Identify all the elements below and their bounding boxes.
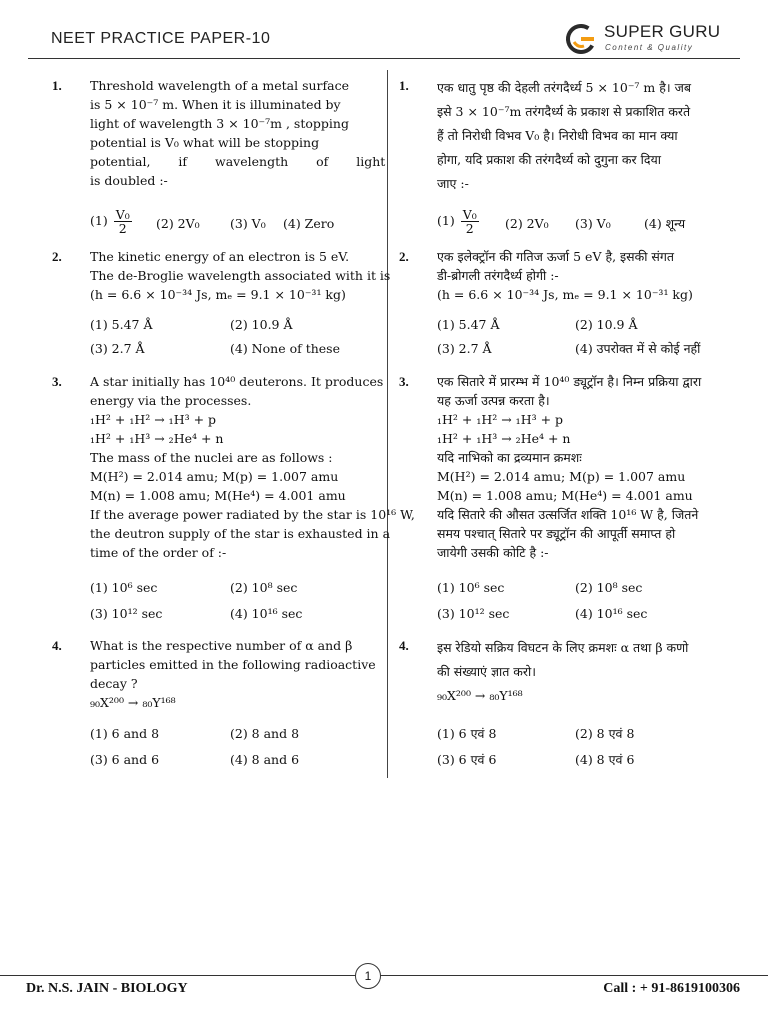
text-line: potential, if wavelength of light: [90, 154, 386, 169]
question-number: 2.: [52, 249, 62, 264]
text-line: potential is V₀ what will be stopping: [90, 135, 320, 150]
text-line: (h = 6.6 × 10⁻³⁴ Js, mₑ = 9.1 × 10⁻³¹ kg): [90, 287, 346, 302]
fraction: [114, 208, 132, 235]
page-number: 1: [355, 963, 381, 989]
fraction: [461, 208, 479, 235]
text-line: समय पश्चात् सितारे पर ड्यूट्रॉन की आपूर्ती समाप्त हो: [437, 526, 676, 541]
option-4: (4) शून्य: [644, 216, 686, 231]
page-title: NEET PRACTICE PAPER-10: [51, 30, 271, 47]
question-text: [90, 76, 386, 190]
option-2: (2) 10⁸ sec: [575, 580, 643, 595]
text-line: energy via the processes.: [90, 393, 252, 408]
text-line: M(H²) = 2.014 amu; M(p) = 1.007 amu: [90, 469, 339, 484]
text-line: The de-Broglie wavelength associated with it is: [90, 268, 391, 283]
text-line: इस रेडियो सक्रिय विघटन के लिए क्रमशः α तथा β कणो: [437, 640, 689, 655]
equation-line: ₉₀X²⁰⁰ → ₈₀Y¹⁶⁸: [90, 695, 176, 710]
fraction-denominator: 2: [465, 221, 474, 236]
question-text: [437, 636, 727, 708]
equation-line: ₁H² + ₁H³ → ₂He⁴ + n: [437, 431, 571, 446]
option-2: (2) 10⁸ sec: [230, 580, 298, 595]
question-number: 3.: [52, 374, 62, 389]
footer-contact: Call : + 91-8619100306: [603, 981, 740, 996]
footer-rule: [0, 975, 768, 976]
text-line: M(n) = 1.008 amu; M(He⁴) = 4.001 amu: [437, 488, 693, 503]
option-3: (3) 2.7 Å: [90, 341, 145, 356]
question-number: 4.: [399, 638, 409, 653]
option-1: (1) 5.47 Å: [437, 317, 500, 332]
option-1: (1) 6 and 8: [90, 726, 160, 741]
text-line: the deutron supply of the star is exhausted in a: [90, 526, 391, 541]
option-4: (4) 8 एवं 6: [575, 752, 635, 767]
sg-logo-icon: [564, 22, 598, 56]
option-1: (1) 10⁶ sec: [90, 580, 158, 595]
text-line: यदि सितारे की औसत उत्सर्जित शक्ति 10¹⁶ W है, जितने: [437, 507, 699, 522]
text-line: एक धातु पृष्ठ की देहली तरंगदैर्ध्य 5 × 10⁻⁷ m है। जब: [437, 80, 692, 95]
text-line: M(H²) = 2.014 amu; M(p) = 1.007 amu: [437, 469, 686, 484]
option-2: (2) 2V₀: [505, 216, 549, 231]
text-line: What is the respective number of α and β: [90, 638, 353, 653]
question-number: 1.: [52, 78, 62, 93]
question-number: 2.: [399, 249, 409, 264]
question-number: 3.: [399, 374, 409, 389]
text-line: की संख्याएं ज्ञात करो।: [437, 664, 536, 679]
option-2: (2) 8 and 8: [230, 726, 300, 741]
option-2: (2) 10.9 Å: [575, 317, 638, 332]
option-label: (1): [90, 213, 108, 228]
option-3: (3) 10¹² sec: [90, 606, 163, 621]
text-line: हैं तो निरोधी विभव V₀ है। निरोधी विभव का मान क्या: [437, 128, 678, 143]
option-3: (3) 6 and 6: [90, 752, 160, 767]
text-line: एक सितारे में प्रारम्भ में 10⁴⁰ ड्यूट्रॉन है। निम्न प्रक्रिया द्वारा: [437, 374, 702, 389]
text-line: इसे 3 × 10⁻⁷m तरंगदैर्ध्य के प्रकाश से प्रकाशित करते: [437, 104, 691, 119]
text-line: is 5 × 10⁻⁷ m. When it is illuminated by: [90, 97, 341, 112]
question-text: [90, 372, 415, 562]
footer-author: Dr. N.S. JAIN - BIOLOGY: [26, 981, 188, 996]
option-1: (1) 6 एवं 8: [437, 726, 497, 741]
option-4: (4) Zero: [283, 216, 335, 231]
text-line: Threshold wavelength of a metal surface: [90, 78, 349, 93]
text-line: जाए :-: [437, 176, 469, 191]
question-number: 4.: [52, 638, 62, 653]
text-line: The mass of the nuclei are as follows :: [90, 450, 333, 465]
fraction-numerator: V₀: [462, 207, 477, 222]
text-line: डी-ब्रोगली तरंगदैर्ध्य होगी :-: [437, 268, 559, 283]
text-line: जायेगी उसकी कोटि है :-: [437, 545, 549, 560]
option-1: (1) 10⁶ sec: [437, 580, 505, 595]
equation-line: ₉₀X²⁰⁰ → ₈₀Y¹⁶⁸: [437, 688, 523, 703]
column-divider: [387, 70, 388, 778]
fraction-denominator: 2: [118, 221, 127, 236]
question-text: [437, 76, 715, 196]
text-line: यदि नाभिको का द्रव्यमान क्रमशः: [437, 450, 582, 465]
option-4: (4) 8 and 6: [230, 752, 300, 767]
equation-line: ₁H² + ₁H² → ₁H³ + p: [90, 412, 217, 427]
option-2: (2) 10.9 Å: [230, 317, 293, 332]
option-2: (2) 8 एवं 8: [575, 726, 635, 741]
option-3: (3) V₀: [575, 216, 611, 231]
option-4: (4) 10¹⁶ sec: [575, 606, 648, 621]
option-3: (3) 10¹² sec: [437, 606, 510, 621]
text-line: decay ?: [90, 676, 138, 691]
logo-name: SUPER GURU: [604, 22, 721, 41]
equation-line: ₁H² + ₁H² → ₁H³ + p: [437, 412, 564, 427]
text-line: time of the order of :-: [90, 545, 227, 560]
text-line: M(n) = 1.008 amu; M(He⁴) = 4.001 amu: [90, 488, 346, 503]
fraction-numerator: V₀: [115, 207, 130, 222]
text-line: एक इलेक्ट्रॉन की गतिज ऊर्जा 5 eV है, इसकी संगत: [437, 249, 675, 264]
text-line: (h = 6.6 × 10⁻³⁴ Js, mₑ = 9.1 × 10⁻³¹ kg): [437, 287, 693, 302]
option-1: [437, 208, 481, 235]
question-text: [437, 247, 715, 304]
text-line: light of wavelength 3 × 10⁻⁷m , stopping: [90, 116, 349, 131]
question-text: [90, 636, 376, 712]
equation-line: ₁H² + ₁H³ → ₂He⁴ + n: [90, 431, 224, 446]
question-number: 1.: [399, 78, 409, 93]
option-3: (3) V₀: [230, 216, 266, 231]
header-rule: [28, 58, 740, 59]
text-line: A star initially has 10⁴⁰ deuterons. It produces: [90, 374, 384, 389]
text-line: The kinetic energy of an electron is 5 eV.: [90, 249, 350, 264]
option-label: (1): [437, 213, 455, 228]
option-3: (3) 6 एवं 6: [437, 752, 497, 767]
question-text: [90, 247, 391, 304]
text-line: If the average power radiated by the star is 10¹⁶ W,: [90, 507, 415, 522]
option-4: (4) उपरोक्त में से कोई नहीं: [575, 341, 701, 356]
text-line: होगा, यदि प्रकाश की तरंगदैर्ध्य को दुगुना कर दिया: [437, 152, 661, 167]
option-4: (4) 10¹⁶ sec: [230, 606, 303, 621]
text-line: is doubled :-: [90, 173, 168, 188]
option-4: (4) None of these: [230, 341, 340, 356]
option-1: [90, 208, 134, 235]
option-3: (3) 2.7 Å: [437, 341, 492, 356]
text-line: particles emitted in the following radioactive: [90, 657, 376, 672]
brand-logo: [564, 22, 734, 58]
logo-tagline: Content & Quality: [605, 43, 694, 52]
question-text: [437, 372, 727, 562]
option-1: (1) 5.47 Å: [90, 317, 153, 332]
text-line: यह ऊर्जा उत्पन्न करता है।: [437, 393, 550, 408]
option-2: (2) 2V₀: [156, 216, 200, 231]
